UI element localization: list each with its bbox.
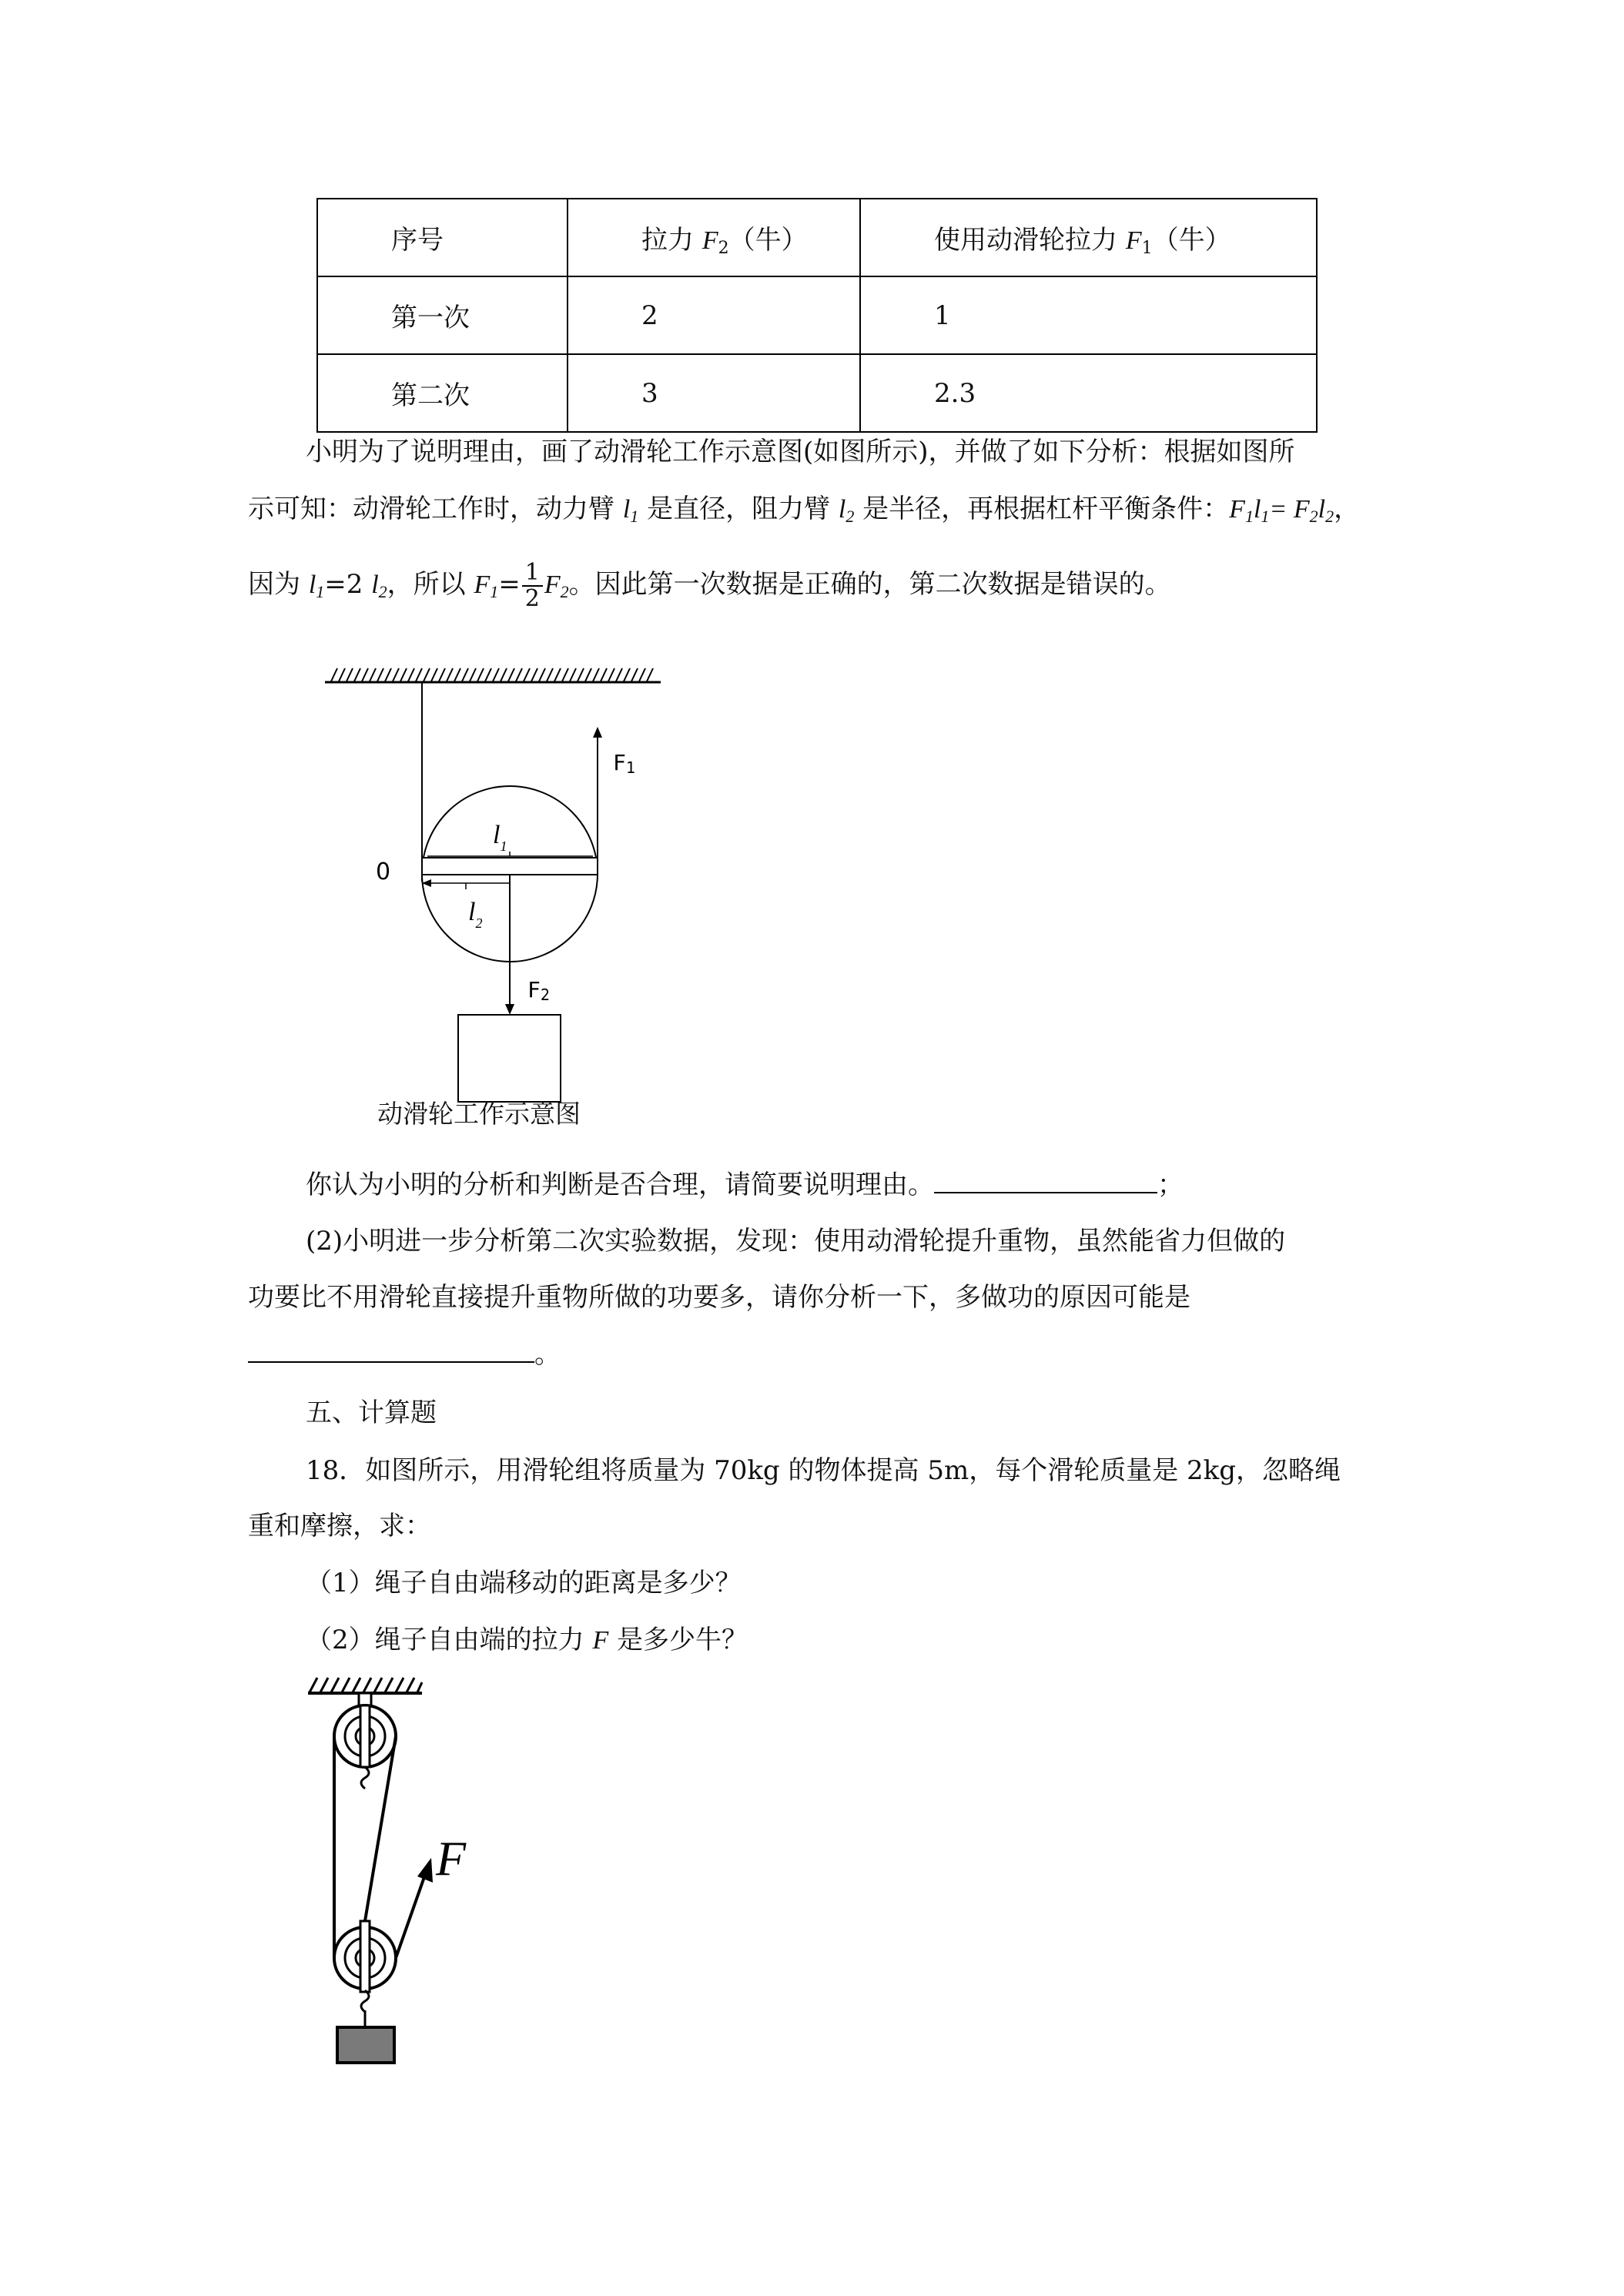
table-header-cell (317, 199, 568, 276)
table-header-cell (860, 199, 1317, 276)
question1-text: 你认为小明的分析和判断是否合理，请简要说明理由。 (306, 1170, 934, 1200)
table-cell: 第二次 (317, 354, 568, 432)
diagram1-caption: 动滑轮工作示意图 (377, 1099, 581, 1129)
text-segment: ，所以 (387, 569, 474, 600)
table-cell: 2.3 (860, 354, 1317, 432)
analysis-line-1: 小明为了说明理由，画了动滑轮工作示意图(如图所示)，并做了如下分析：根据如图所 (306, 437, 1295, 467)
text-segment: 示可知：动滑轮工作时，动力臂 (248, 494, 623, 524)
question2-end: 。 (534, 1339, 561, 1370)
q18-sub-2 (306, 1625, 748, 1656)
data-table (316, 198, 1318, 433)
label-l1: $l_1$ (493, 821, 507, 854)
table-cell: 3 (568, 354, 860, 432)
f1-arrowhead (593, 727, 602, 738)
ceiling-hatching (331, 668, 653, 681)
question2-line-1: (2)小明进一步分析第二次实验数据，发现：使用动滑轮提升重物，虽然能省力但做的 (306, 1226, 1286, 1257)
header-f1-sub: 1 (1141, 239, 1153, 258)
ceiling-hatching (310, 1678, 422, 1692)
header-index: 序号 (391, 225, 444, 256)
table-cell: 第一次 (317, 276, 568, 354)
text-segment: 是多少牛？ (608, 1625, 748, 1655)
analysis-line-3: 因为 $l_1=2$ $l_2$，所以 $F_1=$ $\frac{1}{2}$ $F_2$。因此第一次数据是正确的，第二次数据是错误的。 (248, 559, 1171, 612)
question2-line-2: 功要比不用滑轮直接提升重物所做的功要多，请你分析一下，多做功的原因可能是 (248, 1282, 1190, 1313)
table-cell: 1 (860, 276, 1317, 354)
var-f: F (592, 1626, 609, 1655)
label-f1: F1 (613, 750, 635, 777)
header-f2-unit: （牛） (728, 225, 808, 256)
header-f1-label: 使用动滑轮拉力 (934, 225, 1117, 256)
question1-end: ； (1157, 1170, 1184, 1200)
table-row (317, 276, 1317, 354)
pull-arrowhead (417, 1858, 433, 1883)
var-f1: $F_1$ (474, 571, 499, 601)
table-header-row (317, 199, 1317, 276)
rope-free-end (396, 1875, 425, 1958)
fraction-half (522, 561, 543, 611)
text-segment: （2）绳子自由端的拉力 (306, 1625, 593, 1655)
label-o: 0 (376, 858, 391, 885)
var-f2: $F_2$ (544, 571, 569, 601)
equation-balance: $F_1l_1= F_2l_2$ (1229, 495, 1334, 526)
weight-block (337, 2027, 394, 2063)
header-f2-label: 拉力 (641, 225, 694, 256)
text-segment: 因为 (248, 569, 309, 600)
answer-blank-1[interactable] (934, 1169, 1157, 1193)
header-f1-var: F (1125, 226, 1142, 255)
label-l2: $l_2$ (468, 898, 483, 931)
section-five-title: 五、计算题 (306, 1397, 437, 1428)
text-segment: 。因此第一次数据是正确的，第二次数据是错误的。 (568, 569, 1171, 600)
q18-line-1: 18．如图所示，用滑轮组将质量为 70kg 的物体提高 5m，每个滑轮质量是 2kg，忽略绳 (306, 1455, 1341, 1486)
var-l2: $l_2$ (838, 495, 855, 526)
pulley-system-diagram (293, 1667, 524, 2098)
f2-arrowhead (505, 1004, 514, 1015)
label-f2: F2 (527, 977, 550, 1004)
header-f2-var: F (702, 226, 718, 255)
q18-line-2: 重和摩擦，求： (248, 1511, 431, 1541)
answer-blank-2[interactable] (248, 1338, 534, 1363)
fraction-denominator: 2 (524, 585, 540, 612)
weight-block (458, 1015, 561, 1102)
table-row (317, 354, 1317, 432)
text-segment: =2 (324, 569, 372, 600)
text-segment: 是直径，阻力臂 (638, 494, 839, 524)
question2-line-3 (248, 1338, 561, 1370)
table-cell: 2 (568, 276, 860, 354)
movable-pulley-diagram (308, 654, 708, 1147)
header-f2-sub: 2 (718, 239, 729, 258)
var-l1: $l_1$ (308, 571, 325, 601)
q18-sub-1: （1）绳子自由端移动的距离是多少？ (306, 1568, 742, 1598)
table-header-cell (568, 199, 860, 276)
var-l2: $l_2$ (371, 571, 387, 601)
analysis-line-2: 示可知：动滑轮工作时，动力臂 $l_1$ 是直径，阻力臂 $l_2$ 是半径，再根据杠杆平衡条件：$F_1l_1= F_2l_2$， (248, 494, 1361, 526)
question1 (306, 1169, 1184, 1200)
header-f1-unit: （牛） (1152, 225, 1231, 256)
var-l1: $l_1$ (622, 495, 639, 526)
text-segment: 是半径，再根据杠杆平衡条件： (854, 494, 1230, 524)
label-f: F (436, 1831, 467, 1886)
fraction-numerator: 1 (522, 561, 543, 587)
pulley-bar (422, 858, 598, 875)
